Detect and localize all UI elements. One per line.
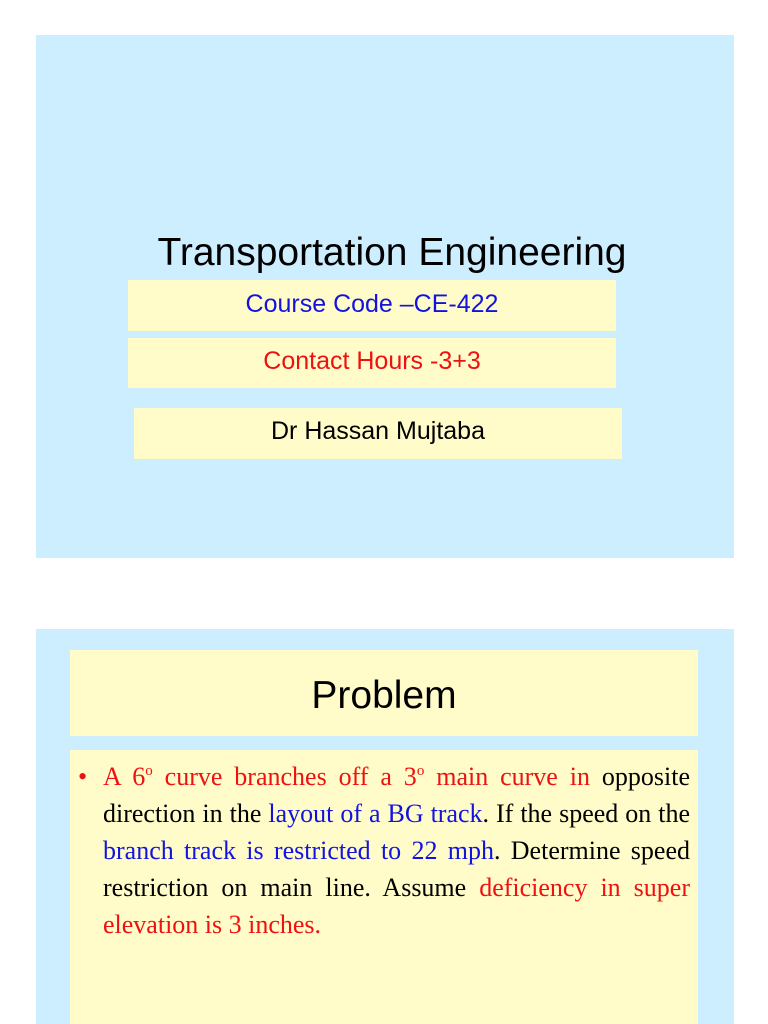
degree-superscript: o [145, 763, 153, 779]
degree-superscript: o [416, 763, 425, 779]
slide-problem [36, 629, 734, 1024]
text-segment-red: deficiency in super elevation is 3 inches. [103, 873, 690, 939]
contact-hours-label: Contact Hours -3+3 [128, 338, 616, 388]
text-segment-blue: branch track is restricted to 22 mph [103, 836, 494, 865]
slide-title [36, 35, 734, 558]
course-title: Transportation Engineering [157, 231, 627, 274]
course-code-label: Course Code –CE-422 [128, 280, 616, 331]
text-segment-blue: layout of a BG track [268, 799, 483, 828]
problem-body [70, 750, 698, 1024]
problem-title: Problem [70, 650, 698, 736]
problem-statement [78, 758, 690, 943]
text-segment: opposite direction in the [103, 762, 690, 828]
problem-text [103, 758, 690, 943]
bullet-icon: • [78, 762, 88, 791]
text-segment-red: curve branches off a 3 [152, 762, 417, 791]
text-segment: . If the speed on the [482, 799, 690, 828]
text-segment-red: main curve in [424, 762, 590, 791]
instructor-name: Dr Hassan Mujtaba [134, 408, 622, 459]
text-segment: . Determine speed restriction on main line. Assume [103, 836, 690, 902]
text-segment-red: A 6 [103, 762, 146, 791]
